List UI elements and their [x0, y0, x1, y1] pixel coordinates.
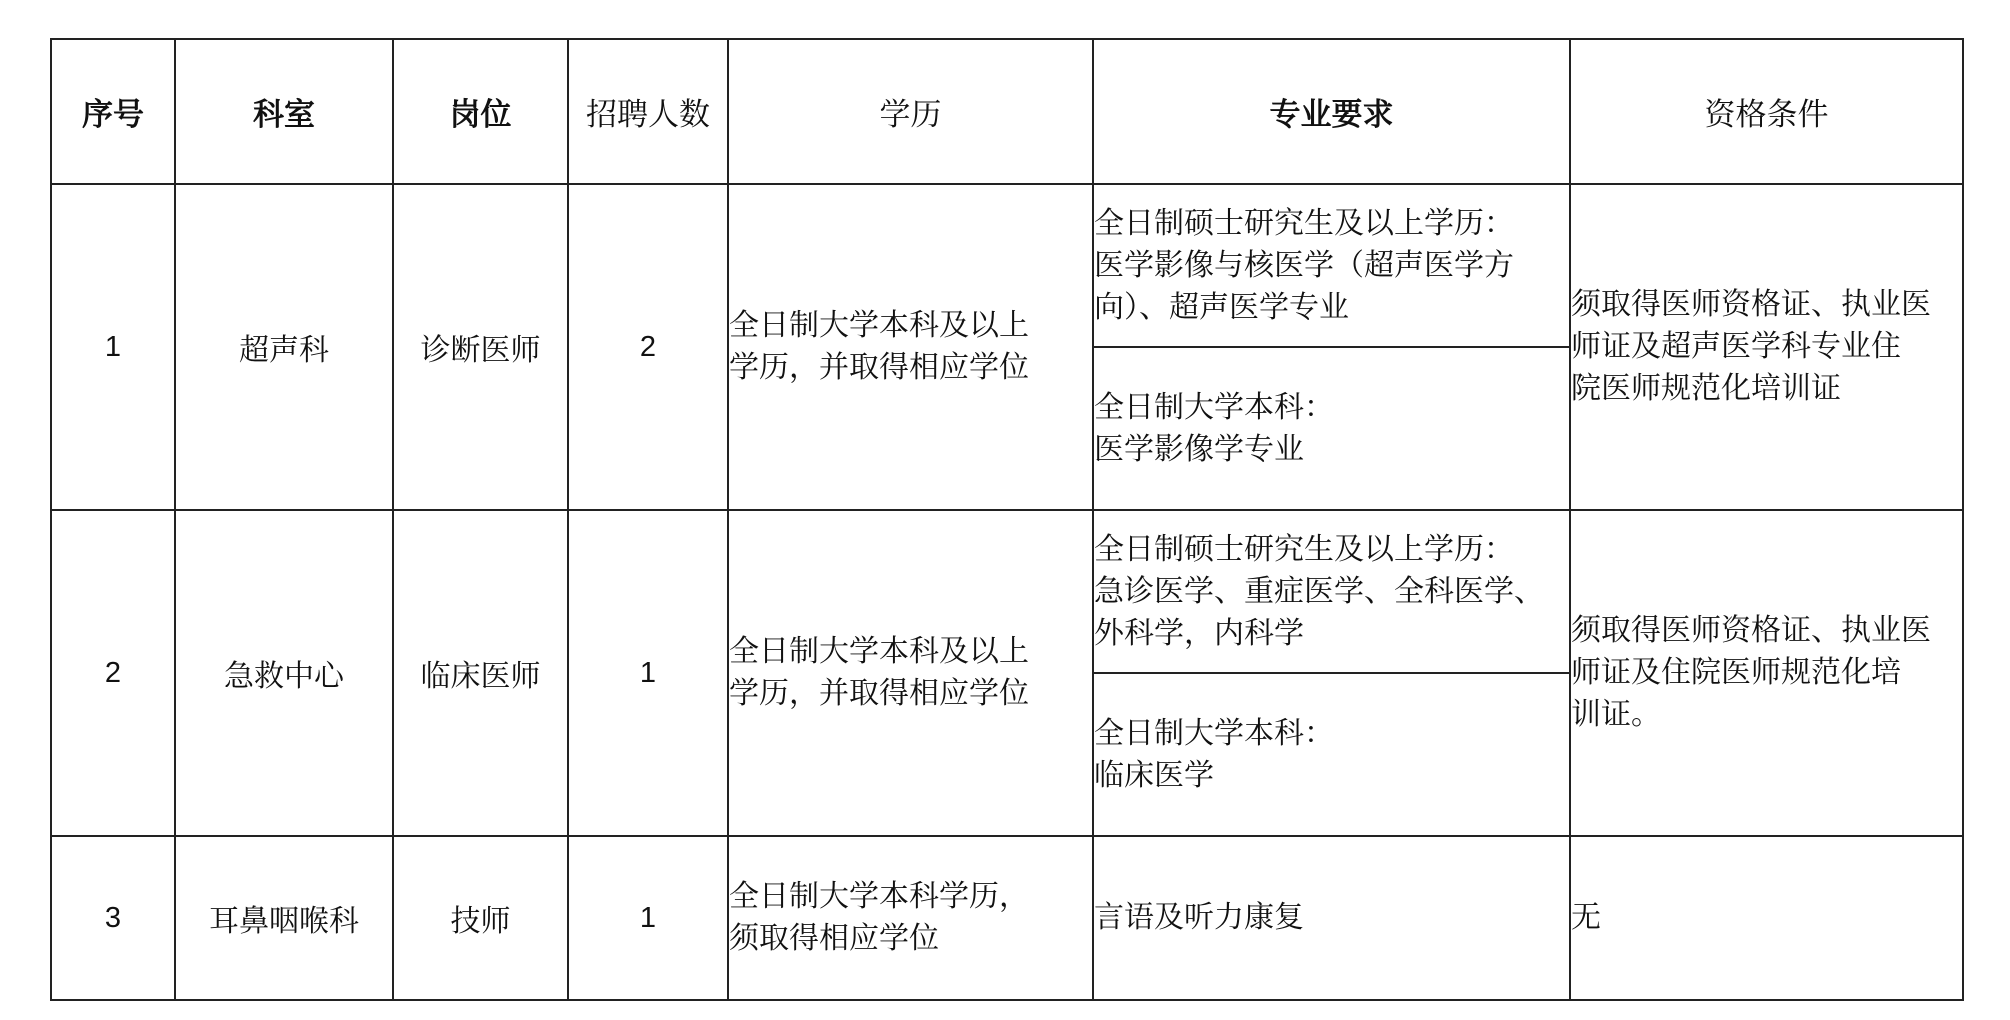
- header-count: 招聘人数: [568, 39, 728, 184]
- row-seq: 2: [51, 510, 175, 836]
- major-line: 向）、超声医学专业: [1094, 289, 1349, 325]
- row-seq: 1: [51, 184, 175, 510]
- row-count: 2: [568, 184, 728, 510]
- edu-line: 须取得相应学位: [729, 921, 939, 956]
- row-qual: 无: [1570, 836, 1963, 1000]
- row-dept: 超声科: [175, 184, 393, 510]
- major-line: 临床医学: [1094, 757, 1214, 793]
- qual-line: 须取得医师资格证、执业医: [1571, 613, 1931, 648]
- major-line: 全日制硕士研究生及以上学历：: [1094, 531, 1514, 567]
- row-major-undergrad: [1093, 347, 1570, 510]
- header-major: 专业要求: [1093, 39, 1570, 184]
- table-header-row: [51, 39, 1963, 184]
- header-edu: 学历: [728, 39, 1093, 184]
- major-line: 急诊医学、重症医学、全科医学、: [1094, 573, 1544, 609]
- row-major: 言语及听力康复: [1093, 836, 1570, 1000]
- major-line: 医学影像与核医学（超声医学方: [1094, 247, 1514, 283]
- row-dept: 耳鼻咽喉科: [175, 836, 393, 1000]
- row-major-undergrad: [1093, 673, 1570, 836]
- major-line: 全日制硕士研究生及以上学历：: [1094, 205, 1514, 241]
- row-count: 1: [568, 510, 728, 836]
- qual-line: 师证及住院医师规范化培: [1571, 655, 1901, 690]
- header-post: 岗位: [393, 39, 568, 184]
- edu-line: 全日制大学本科及以上: [729, 308, 1029, 343]
- row-qual: [1570, 510, 1963, 836]
- major-line: 医学影像学专业: [1094, 431, 1304, 467]
- major-line: 全日制大学本科：: [1094, 389, 1334, 425]
- row-post: 技师: [393, 836, 568, 1000]
- header-dept: 科室: [175, 39, 393, 184]
- major-line: 全日制大学本科：: [1094, 715, 1334, 751]
- row-dept: 急救中心: [175, 510, 393, 836]
- row-post: 诊断医师: [393, 184, 568, 510]
- row-edu: [728, 510, 1093, 836]
- major-line: 外科学，内科学: [1094, 615, 1304, 651]
- row-major-graduate: [1093, 184, 1570, 347]
- table-row: [51, 510, 1963, 673]
- table-row: [51, 836, 1963, 1000]
- qual-line: 须取得医师资格证、执业医: [1571, 287, 1931, 322]
- qual-line: 师证及超声医学科专业住: [1571, 329, 1901, 364]
- row-edu: [728, 836, 1093, 1000]
- row-qual: [1570, 184, 1963, 510]
- table-row: [51, 184, 1963, 347]
- row-major-graduate: [1093, 510, 1570, 673]
- header-seq: 序号: [51, 39, 175, 184]
- header-qual: 资格条件: [1570, 39, 1963, 184]
- recruitment-table: [50, 38, 1964, 1001]
- edu-line: 学历，并取得相应学位: [729, 676, 1029, 711]
- row-seq: 3: [51, 836, 175, 1000]
- row-post: 临床医师: [393, 510, 568, 836]
- qual-line: 院医师规范化培训证: [1571, 371, 1841, 406]
- edu-line: 学历，并取得相应学位: [729, 350, 1029, 385]
- row-edu: [728, 184, 1093, 510]
- qual-line: 训证。: [1571, 697, 1661, 732]
- row-count: 1: [568, 836, 728, 1000]
- edu-line: 全日制大学本科学历，: [729, 879, 1029, 914]
- edu-line: 全日制大学本科及以上: [729, 634, 1029, 669]
